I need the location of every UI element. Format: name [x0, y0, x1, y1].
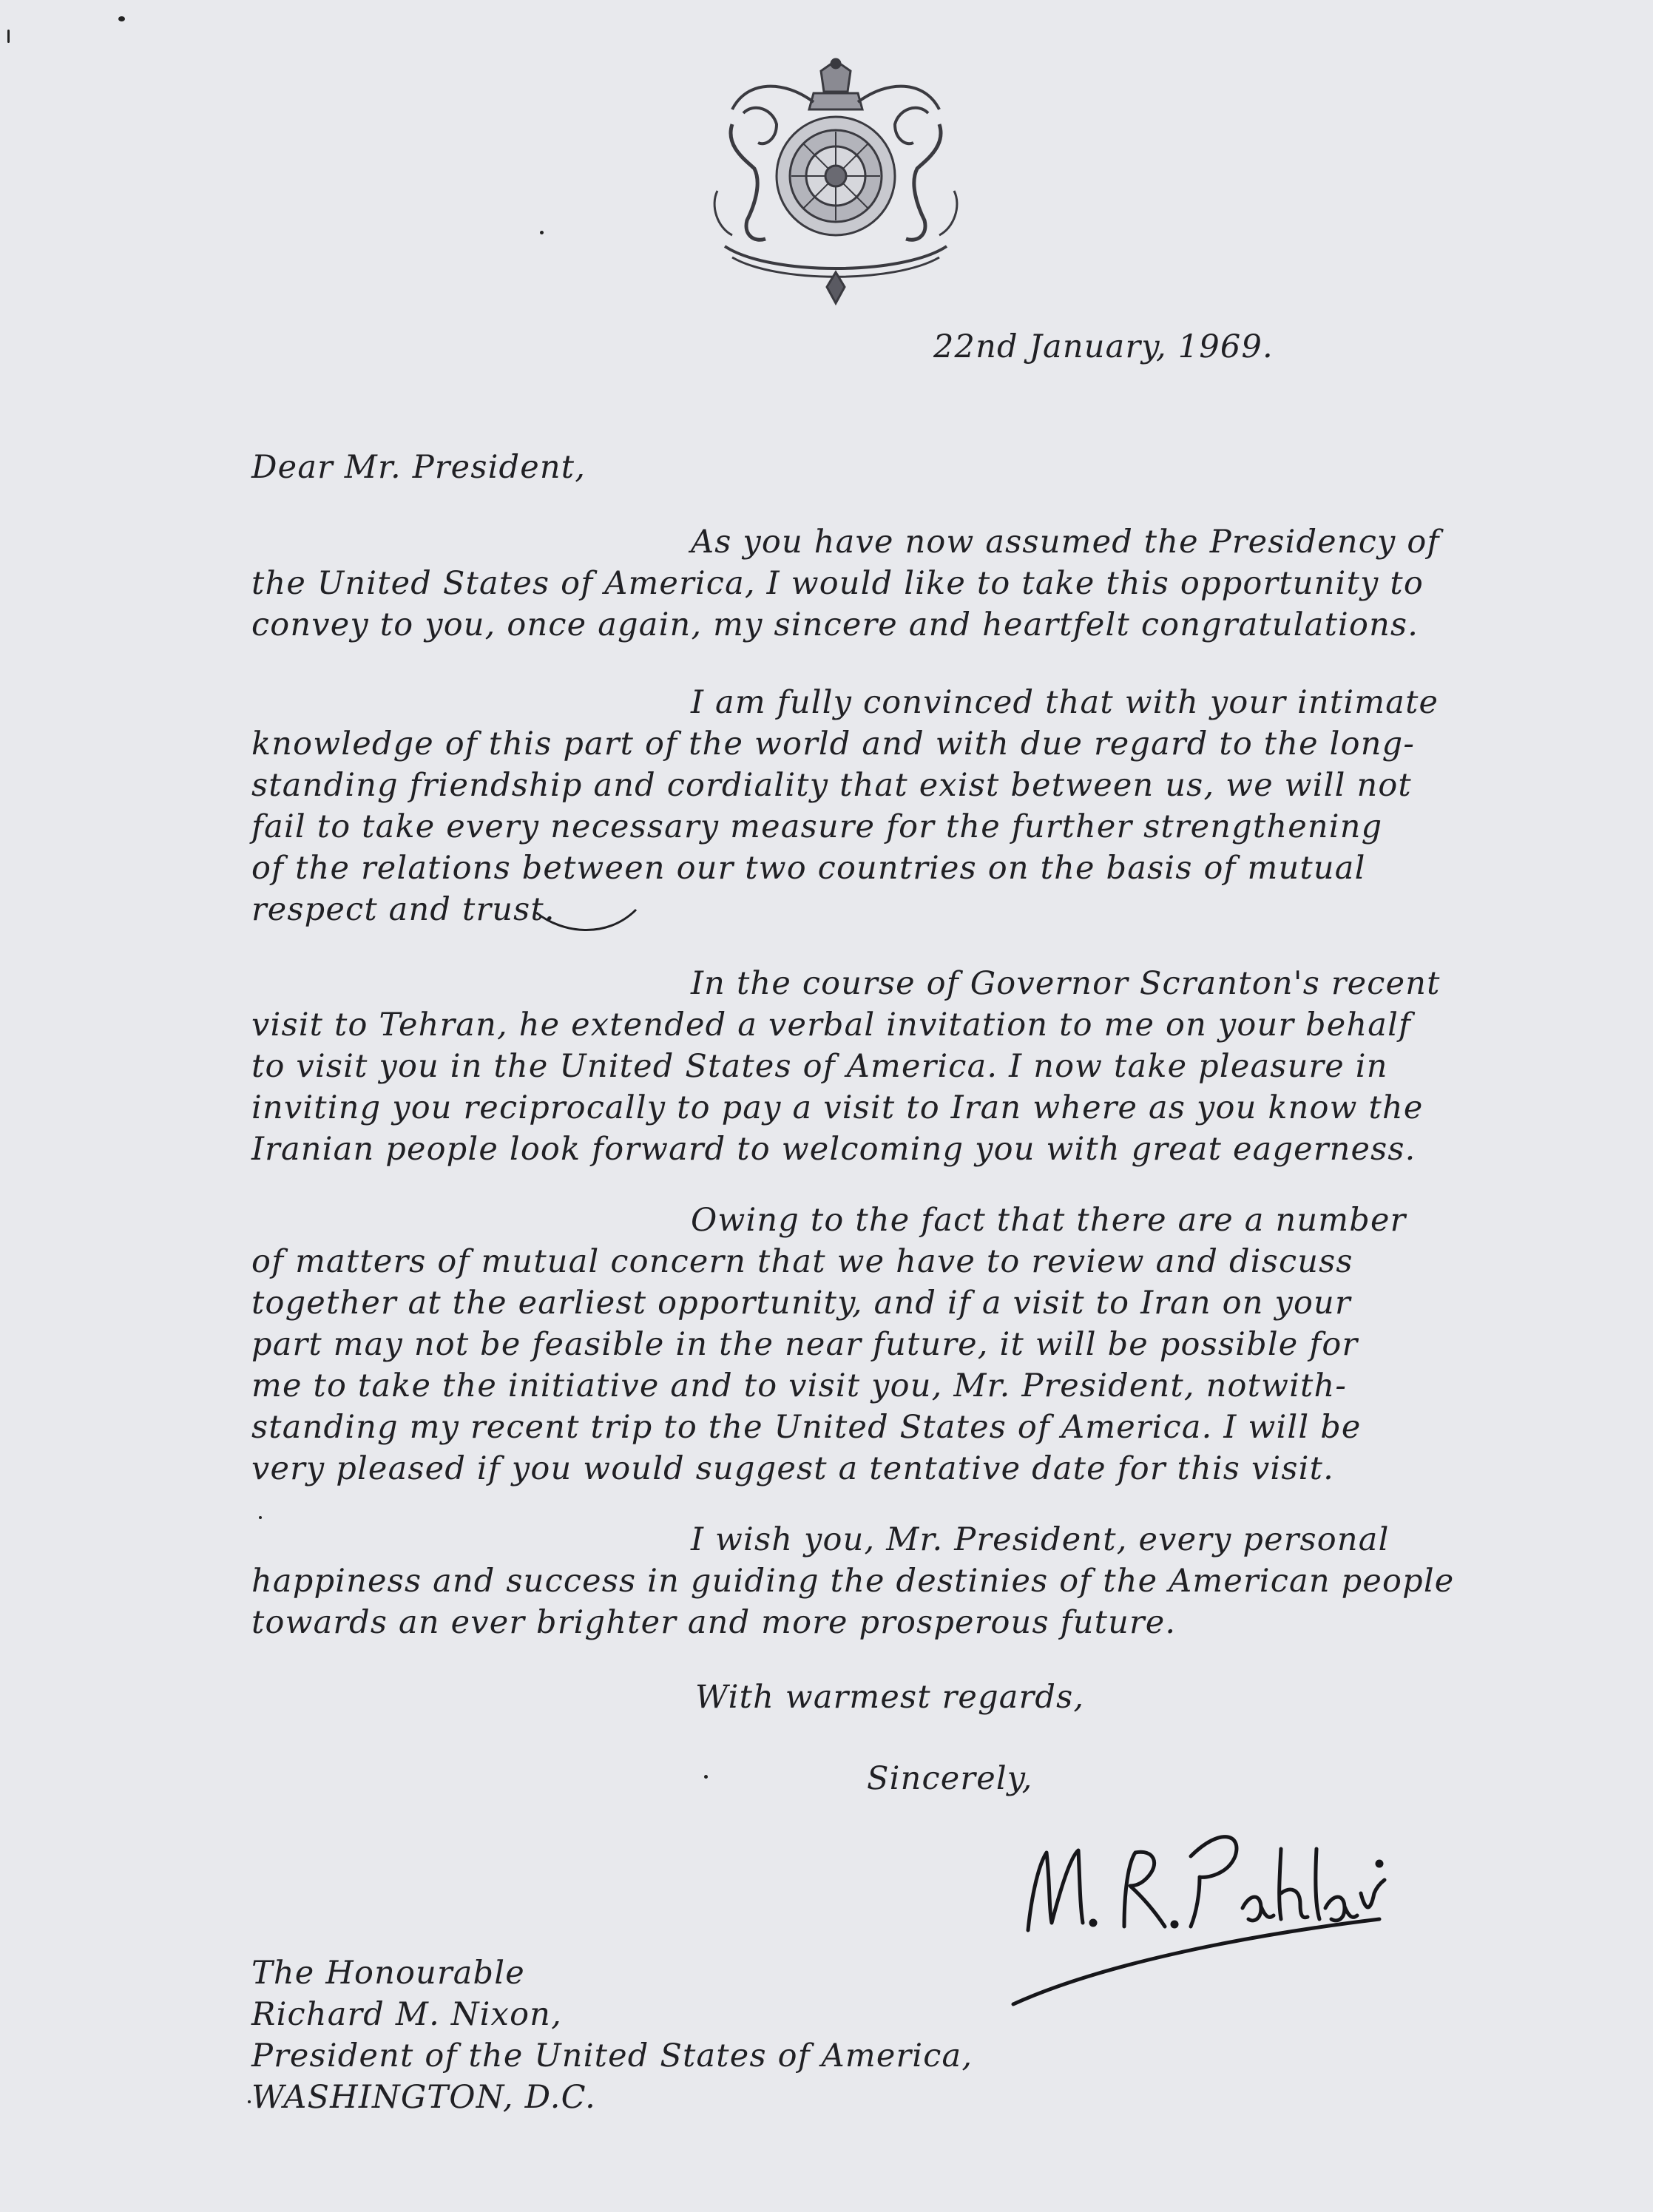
paragraph-line: very pleased if you would suggest a tentative date for this visit.: [251, 1450, 1334, 1487]
address-line: WASHINGTON, D.C.: [251, 2079, 597, 2116]
paper-speck: [7, 30, 10, 43]
paragraph-line: happiness and success in guiding the destinies of the American people: [251, 1563, 1455, 1600]
paper-speck: [248, 2100, 251, 2103]
paper-speck: [259, 1516, 262, 1519]
address-line: President of the United States of America,: [251, 2037, 973, 2074]
closing-sincerely: Sincerely,: [867, 1760, 1033, 1797]
recipient-address-block: [251, 1952, 973, 2118]
paragraph-line: fail to take every necessary measure for the further strengthening: [251, 808, 1383, 845]
paper-speck: [540, 231, 544, 234]
closing-regards: With warmest regards,: [695, 1679, 1085, 1716]
paragraph-line: of matters of mutual concern that we have to review and discuss: [251, 1243, 1353, 1280]
paragraph-line: inviting you reciprocally to pay a visit to Iran where as you know the: [251, 1089, 1424, 1126]
royal-coat-of-arms-icon: [703, 58, 969, 313]
paragraph-line: convey to you, once again, my sincere and heartfelt congratulations.: [251, 606, 1419, 643]
address-line: The Honourable: [251, 1955, 525, 1992]
handwritten-underline-mark: [533, 904, 643, 948]
paragraph-line: visit to Tehran, he extended a verbal invitation to me on your behalf: [251, 1007, 1412, 1044]
paragraph-line: knowledge of this part of the world and with due regard to the long-: [251, 726, 1416, 762]
paragraph-line: towards an ever brighter and more prosperous future.: [251, 1604, 1177, 1641]
paragraph-line: I am fully convinced that with your intimate: [691, 684, 1439, 721]
letter-date: 22nd January, 1969.: [933, 328, 1274, 365]
paragraph-line: the United States of America, I would like to take this opportunity to: [251, 565, 1424, 602]
paragraph-line: I wish you, Mr. President, every personal: [691, 1521, 1390, 1558]
paragraph-line: together at the earliest opportunity, and if a visit to Iran on your: [251, 1285, 1351, 1322]
paragraph-line: Owing to the fact that there are a number: [691, 1202, 1407, 1239]
paper-speck: [704, 1775, 708, 1779]
paragraph-line: standing my recent trip to the United States of America. I will be: [251, 1409, 1362, 1446]
paragraph-relations: [251, 682, 1479, 930]
salutation: Dear Mr. President,: [251, 449, 587, 486]
paragraph-line: of the relations between our two countries on the basis of mutual: [251, 850, 1366, 887]
paragraph-visit-proposal: [251, 1200, 1479, 1489]
paragraph-line: to visit you in the United States of America. I now take pleasure in: [251, 1048, 1388, 1085]
paragraph-line: In the course of Governor Scranton's recent: [691, 965, 1441, 1002]
paragraph-line: respect and trust.: [251, 891, 555, 928]
paragraph-line: As you have now assumed the Presidency of: [691, 524, 1440, 561]
handwritten-signature: [1006, 1782, 1390, 2026]
paragraph-good-wishes: [251, 1519, 1479, 1643]
paragraph-line: me to take the initiative and to visit you, Mr. President, notwith-: [251, 1367, 1348, 1404]
paragraph-line: part may not be feasible in the near future, it will be possible for: [251, 1326, 1359, 1363]
address-line: Richard M. Nixon,: [251, 1996, 562, 2033]
paragraph-congratulations: [251, 521, 1479, 646]
paragraph-line: standing friendship and cordiality that exist between us, we will not: [251, 767, 1412, 804]
paragraph-line: Iranian people look forward to welcoming you with great eagerness.: [251, 1131, 1416, 1168]
paragraph-invitation: [251, 963, 1479, 1170]
paper-speck: [118, 16, 125, 21]
